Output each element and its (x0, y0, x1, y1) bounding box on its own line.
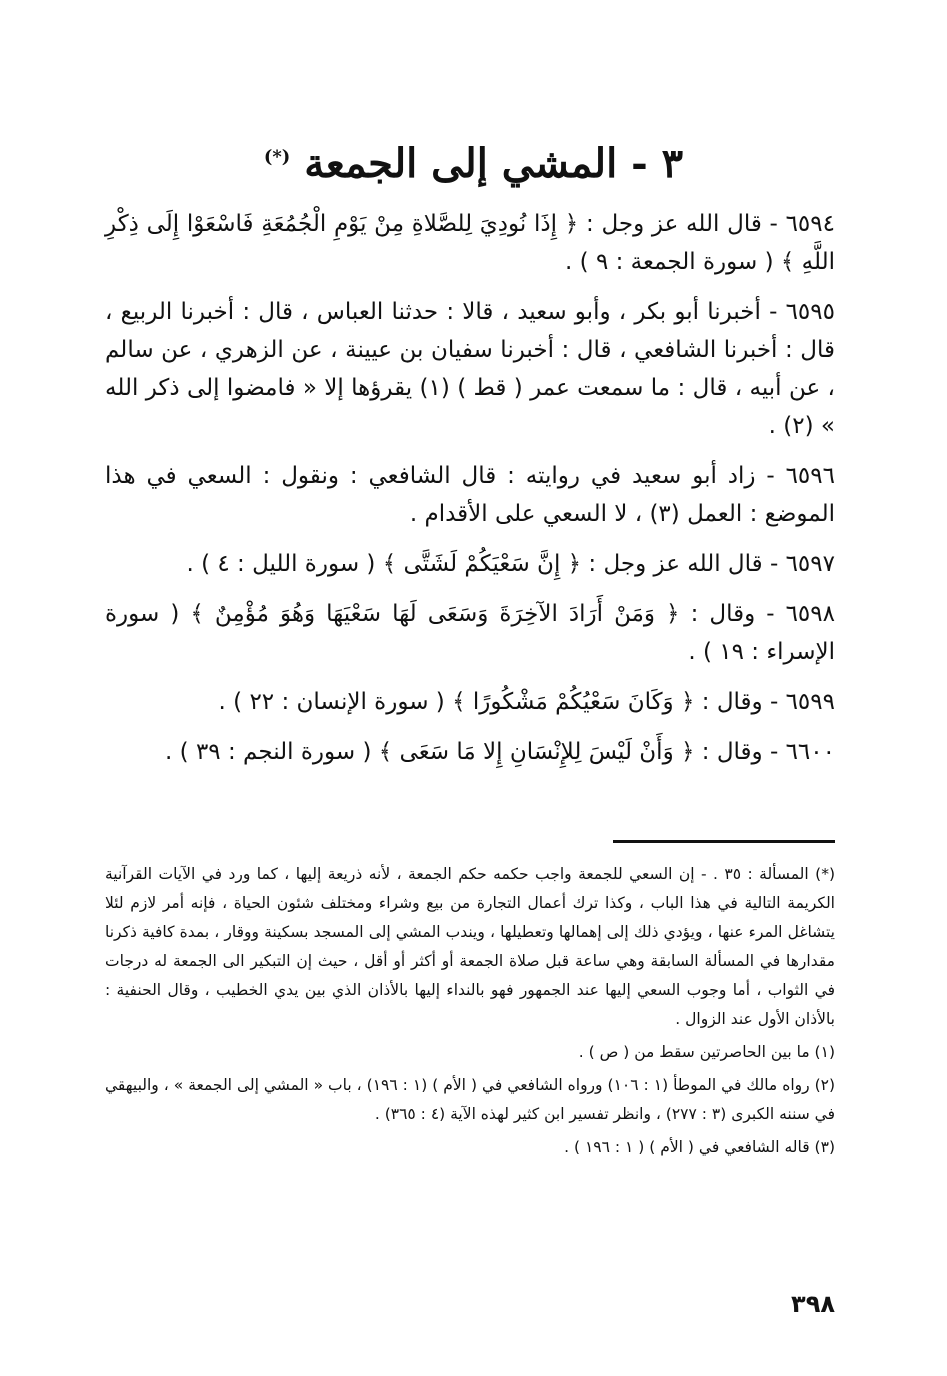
footnote-issue: (*) المسألة : ٣٥ . - إن السعي للجمعة واجب حكمه حكم الجمعة ، لأنه ذريعة إليها ، كما ورد في الآيات القرآنية الكريمة التالية في هذا الباب ، وكذا ترك أعمال التجارة من بيع وشراء ومختلف شئون الحياة ، فإنه أمر لازم لئلا يتشاغل المرء عنها ، ويؤدي ذلك إلى إهمالها وتعطيلها ، ويندب المشي إلى المسجد بسكينة ووقار ، بمدة كافية ذكرنا مقدارها في المسألة السابقة وهي ساعة قبل صلاة الجمعة أو أكثر أو أقل ، حيث إن التبكير الى الجمعة له درجات في الثواب ، أما وجوب السعي إليها عند الجمهور فهو بالنداء إليها بالأذان الذي بين يدي الخطيب ، وقال الحنفية : بالأذان الأول عند الزوال . (105, 865, 836, 1028)
paragraph-6597: ٦٥٩٧ - قال الله عز وجل : ﴿ إِنَّ سَعْيَكُمْ لَشَتَّى ﴾ ( سورة الليل : ٤ ) . (186, 551, 835, 577)
paragraph-6594: ٦٥٩٤ - قال الله عز وجل : ﴿ إِذَا نُودِيَ لِلصَّلاةِ مِنْ يَوْمِ الْجُمُعَةِ فَاسْعَوْا إِلَى ذِكْرِ اللَّهِ ﴾ ( سورة الجمعة : ٩ ) . (105, 211, 835, 275)
main-text (105, 205, 835, 783)
footnotes (105, 860, 835, 1166)
paragraph-6598: ٦٥٩٨ - وقال : ﴿ وَمَنْ أَرَادَ الآخِرَةَ وَسَعَى لَهَا سَعْيَهَا وَهُوَ مُؤْمِنٌ ﴾ ( سورة الإسراء : ١٩ ) . (105, 601, 835, 665)
page-number: ٣٩٨ (791, 1290, 835, 1318)
paragraph-6595: ٦٥٩٥ - أخبرنا أبو بكر ، وأبو سعيد ، قالا : حدثنا العباس ، قال : أخبرنا الربيع ، قال : أخبرنا الشافعي ، قال : أخبرنا سفيان بن عيينة ، عن الزهري ، عن سالم ، عن أبيه ، قال : ما سمعت عمر ( قط ) (١) يقرؤها إلا « فامضوا إلى ذكر الله » (٢) . (105, 299, 835, 439)
paragraph-6599: ٦٥٩٩ - وقال : ﴿ وَكَانَ سَعْيُكُمْ مَشْكُورًا ﴾ ( سورة الإنسان : ٢٢ ) . (218, 689, 835, 715)
footnote-2: (٢) رواه مالك في الموطأ (١ : ١٠٦) ورواه الشافعي في ( الأم ) (١ : ١٩٦) ، باب « المشي إلى الجمعة » ، والبيهقي في سننه الكبرى (٣ : ٢٧٧) ، وانظر تفسير ابن كثير لهذه الآية (٤ : ٣٦٥) . (105, 1076, 836, 1123)
chapter-title (0, 140, 947, 187)
paragraph-6596: ٦٥٩٦ - زاد أبو سعيد في روايته : قال الشافعي : ونقول : السعي في هذا الموضع : العمل (٣) ، لا السعي على الأقدام . (105, 463, 835, 527)
footnote-3: (٣) قاله الشافعي في ( الأم ) ( ١ : ١٩٦ ) . (564, 1138, 835, 1156)
footnote-divider (613, 840, 835, 843)
chapter-footnote-marker: (*) (263, 146, 291, 168)
chapter-title-text: ٣ - المشي إلى الجمعة (304, 140, 684, 187)
footnote-1: (١) ما بين الحاصرتين سقط من ( ص ) . (578, 1043, 835, 1061)
paragraph-6600: ٦٦٠٠ - وقال : ﴿ وَأَنْ لَيْسَ لِلإِنْسَانِ إِلا مَا سَعَى ﴾ ( سورة النجم : ٣٩ ) . (165, 739, 835, 765)
